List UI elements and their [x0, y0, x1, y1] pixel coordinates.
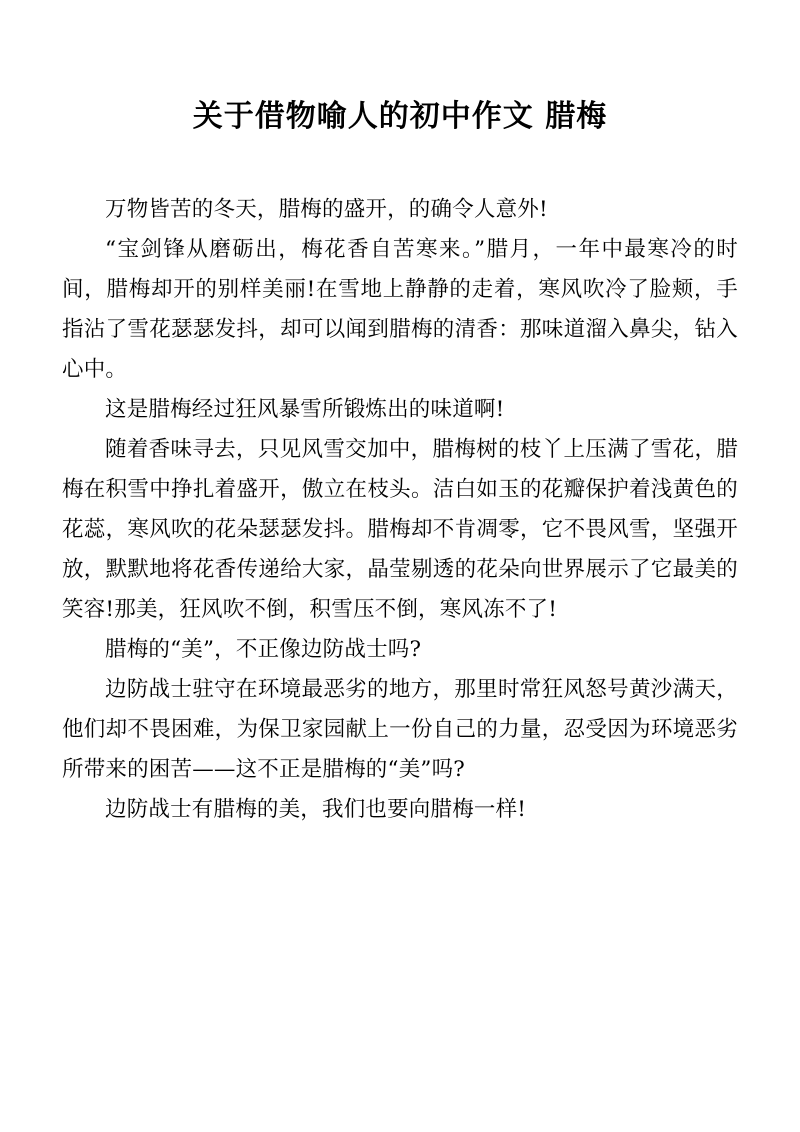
- paragraph: 随着香味寻去，只见风雪交加中，腊梅树的枝丫上压满了雪花，腊梅在积雪中挣扎着盛开，傲立在枝头。洁白如玉的花瓣保护着浅黄色的花蕊，寒风吹的花朵瑟瑟发抖。腊梅却不肯凋零，它不畏风雪，坚强开放，默默地将花香传递给大家，晶莹剔透的花朵向世界展示了它最美的笑容!那美，狂风吹不倒，积雪压不倒，寒风冻不了!: [62, 437, 738, 622]
- paragraph: 万物皆苦的冬天，腊梅的盛开，的确令人意外!: [105, 197, 548, 222]
- document-body: [62, 190, 738, 830]
- paragraph: “宝剑锋从磨砺出，梅花香自苦寒来。”腊月，一年中最寒冷的时间，腊梅却开的别样美丽!在雪地上静静的走着，寒风吹冷了脸颊，手指沾了雪花瑟瑟发抖，却可以闻到腊梅的清香：那味道溜入鼻尖，钻入心中。: [62, 237, 738, 382]
- page-title: 关于借物喻人的初中作文 腊梅: [192, 99, 608, 134]
- paragraph: 腊梅的“美”，不正像边防战士吗?: [105, 637, 422, 662]
- paragraph: 这是腊梅经过狂风暴雪所锻炼出的味道啊!: [105, 397, 505, 422]
- paragraph: 边防战士有腊梅的美，我们也要向腊梅一样!: [105, 797, 527, 822]
- paragraph: 边防战士驻守在环境最恶劣的地方，那里时常狂风怒号黄沙满天，他们却不畏困难，为保卫家园献上一份自己的力量，忍受因为环境恶劣所带来的困苦——这不正是腊梅的“美”吗?: [62, 677, 738, 782]
